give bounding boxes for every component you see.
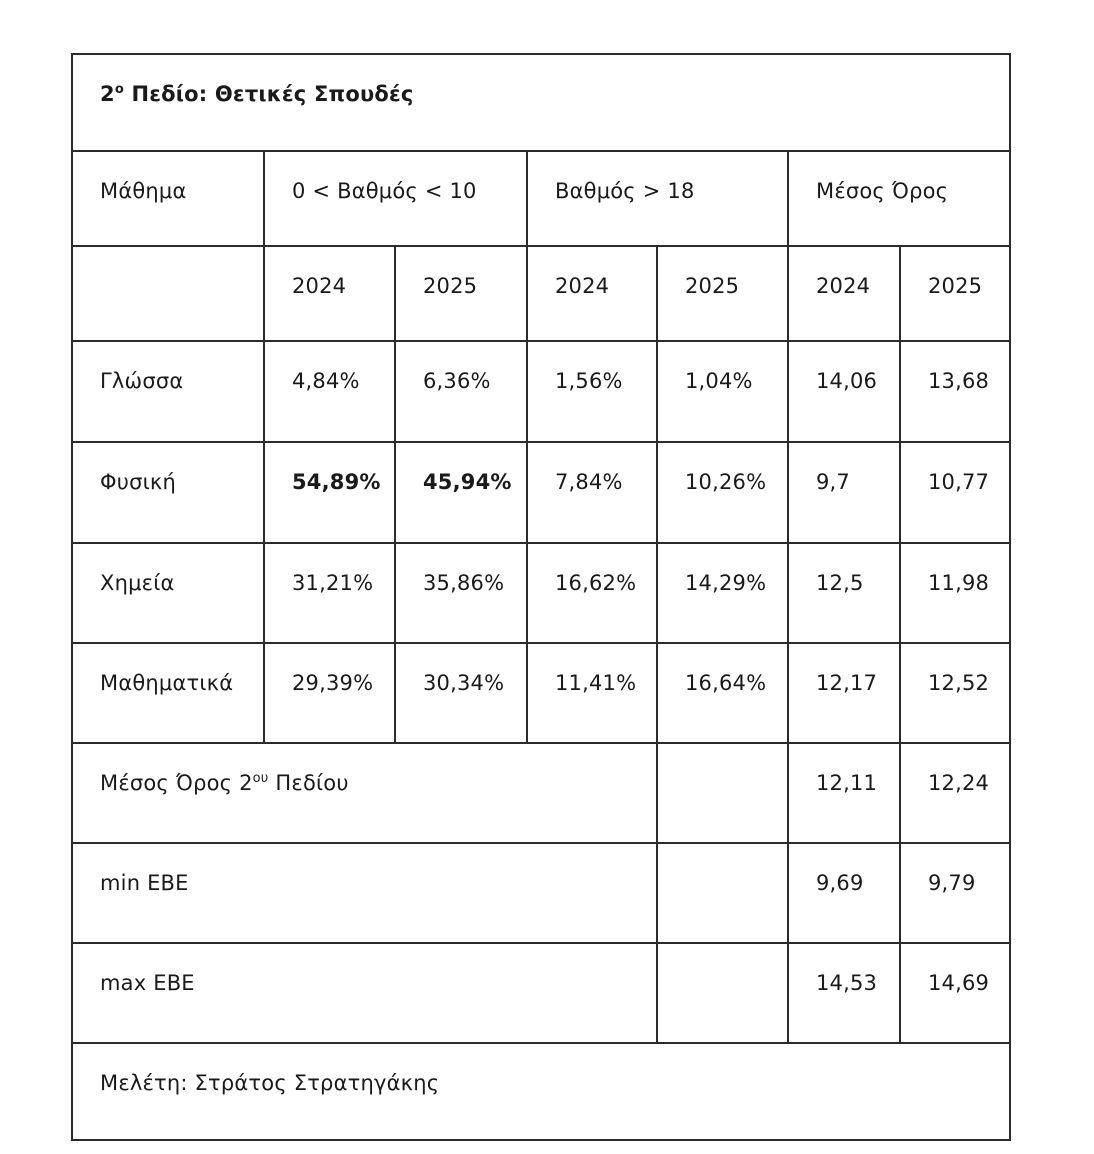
low-2024-cell: 4,84% [264, 341, 395, 442]
high-2024-cell: 16,62% [527, 543, 657, 643]
summary-2024-cell: 9,69 [788, 843, 900, 943]
summary-2024-cell: 12,11 [788, 743, 900, 843]
high-2024-cell: 7,84% [527, 442, 657, 543]
avg-2025-cell: 11,98 [900, 543, 1010, 643]
table-row [72, 341, 1010, 442]
avg-2024-cell: 14,06 [788, 341, 900, 442]
summary-label-min: min ΕΒΕ [72, 843, 657, 943]
low-2025-cell: 30,34% [395, 643, 527, 743]
high-2025-cell: 10,26% [657, 442, 788, 543]
summary-2024-cell: 14,53 [788, 943, 900, 1043]
high-2025-cell: 14,29% [657, 543, 788, 643]
avg-2024-cell: 12,17 [788, 643, 900, 743]
summary-row [72, 743, 1010, 843]
low-2025-cell: 6,36% [395, 341, 527, 442]
low-2025-cell: 45,94% [395, 442, 527, 543]
summary-label-max: max ΕΒΕ [72, 943, 657, 1043]
avg-2024-cell: 9,7 [788, 442, 900, 543]
summary-2025-cell: 14,69 [900, 943, 1010, 1043]
header-average: Μέσος Όρος [788, 151, 1010, 246]
high-2024-cell: 1,56% [527, 341, 657, 442]
year-low-2024: 2024 [264, 246, 395, 341]
subject-cell: Φυσική [72, 442, 264, 543]
header-low-grade: 0 < Βαθμός < 10 [264, 151, 527, 246]
summary-2025-cell: 12,24 [900, 743, 1010, 843]
subject-cell: Χημεία [72, 543, 264, 643]
table-row [72, 643, 1010, 743]
avg-2024-cell: 12,5 [788, 543, 900, 643]
year-high-2024: 2024 [527, 246, 657, 341]
table-title: $2^o$ Πεδίο: Θετικές Σπουδές [72, 54, 1010, 151]
summary-empty-cell [657, 843, 788, 943]
summary-label-average: Μέσος Όρος $2^{o\upsilon}$ Πεδίου [72, 743, 657, 843]
subject-cell: Γλώσσα [72, 341, 264, 442]
summary-row [72, 943, 1010, 1043]
high-2024-cell: 11,41% [527, 643, 657, 743]
summary-row [72, 843, 1010, 943]
table-row [72, 543, 1010, 643]
low-2025-cell: 35,86% [395, 543, 527, 643]
low-2024-cell: 29,39% [264, 643, 395, 743]
table-footer-credit: Μελέτη: Στράτος Στρατηγάκης [72, 1043, 1010, 1140]
year-high-2025: 2025 [657, 246, 788, 341]
header-high-grade: Βαθμός > 18 [527, 151, 788, 246]
avg-2025-cell: 13,68 [900, 341, 1010, 442]
header-subject: Μάθημα [72, 151, 264, 246]
high-2025-cell: 16,64% [657, 643, 788, 743]
year-avg-2024: 2024 [788, 246, 900, 341]
summary-empty-cell [657, 743, 788, 843]
year-low-2025: 2025 [395, 246, 527, 341]
year-avg-2025: 2025 [900, 246, 1010, 341]
table-row [72, 442, 1010, 543]
summary-empty-cell [657, 943, 788, 1043]
low-2024-cell: 54,89% [264, 442, 395, 543]
avg-2025-cell: 10,77 [900, 442, 1010, 543]
header-empty-cell [72, 246, 264, 341]
subject-cell: Μαθηματικά [72, 643, 264, 743]
summary-2025-cell: 9,79 [900, 843, 1010, 943]
low-2024-cell: 31,21% [264, 543, 395, 643]
high-2025-cell: 1,04% [657, 341, 788, 442]
avg-2025-cell: 12,52 [900, 643, 1010, 743]
grades-table [71, 53, 1011, 1141]
